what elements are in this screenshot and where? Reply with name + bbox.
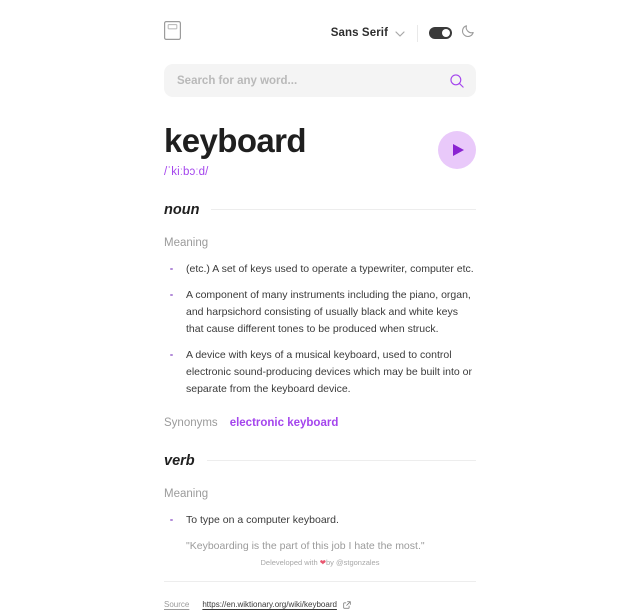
header-divider [417,25,418,42]
meaning-label: Meaning [164,236,209,249]
phonetic-text: /ˈkiːbɔːd/ [164,165,209,178]
moon-icon[interactable] [461,23,476,43]
synonyms-label: Synonyms [164,416,218,429]
source-label: Source [164,600,190,610]
bullet-icon [170,519,173,522]
section-rule [207,460,476,461]
bullet-icon [170,294,173,297]
list-item [164,287,476,338]
bullet-icon [170,354,173,357]
definition-list [164,512,476,529]
part-of-speech-label: noun [164,201,200,218]
section-noun [164,202,476,429]
part-of-speech-label: verb [164,452,195,469]
footer-suffix: by @stgonzales [326,558,380,567]
section-rule [211,209,476,210]
search-icon [450,76,464,91]
synonym-link[interactable]: electronic keyboard [229,416,339,429]
section-verb [164,453,476,555]
definition-example-quote: "Keyboarding is the part of this job I hate the most." [186,539,425,552]
heart-icon: ❤ [319,558,326,567]
external-link-icon[interactable] [343,596,351,614]
theme-toggle-knob [442,29,450,37]
font-select[interactable] [331,24,405,42]
word-header [164,123,476,178]
font-select-value: Sans Serif [330,27,388,39]
word-text-block [164,123,306,178]
search-bar [164,64,476,97]
header-controls [331,23,476,43]
footer-credit [0,558,640,567]
part-of-speech-row [164,453,476,469]
definition-text: A device with keys of a musical keyboard, used to control electronic sound-producing devices which may be built into or separate from the keyboard device. [186,348,472,395]
play-audio-button[interactable] [438,131,476,169]
chevron-down-icon [395,24,405,42]
list-item [164,347,476,398]
footer-prefix: Deleveloped with [260,558,320,567]
source-link[interactable]: https://en.wiktionary.org/wiki/keyboard [202,600,337,610]
list-item [164,261,476,278]
bullet-icon [170,268,173,271]
definition-text: A component of many instruments including the piano, organ, and harpsichord consisting of usually black and white keys that cause different tones to be produced when struck. [186,288,471,335]
content-container [164,0,476,614]
theme-toggle[interactable] [429,27,452,39]
app-header [164,18,476,48]
search-button[interactable] [450,74,464,88]
source-row [164,596,476,614]
definition-text: (etc.) A set of keys used to operate a typewriter, computer etc. [186,262,474,275]
list-item [164,512,476,529]
search-input[interactable] [164,64,476,97]
play-icon [453,144,464,156]
meaning-label: Meaning [164,487,209,500]
page-title: keyboard [164,122,306,159]
definition-text: To type on a computer keyboard. [186,513,339,526]
book-icon[interactable] [164,21,181,45]
part-of-speech-row [164,202,476,218]
source-divider [164,581,476,582]
synonyms-row [164,417,476,429]
definition-list [164,261,476,398]
